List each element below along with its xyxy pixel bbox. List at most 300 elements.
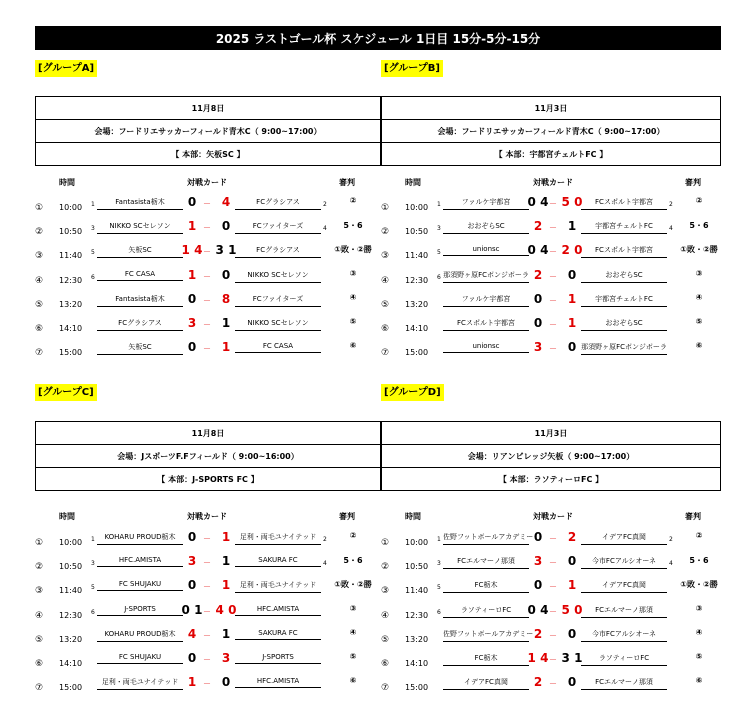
away-score: 0 <box>567 340 577 355</box>
score-dash: － <box>203 582 211 592</box>
score-dash: － <box>549 199 557 208</box>
group-hq: 【 本部：ラソティーロFC 】 <box>382 468 721 491</box>
home-score: 1 4 <box>181 243 203 258</box>
header-ref: 審判 <box>685 178 701 187</box>
referee: ⑥ <box>695 341 703 351</box>
away-team: FC CASA <box>235 342 321 353</box>
home-score: 0 <box>533 578 543 593</box>
header-card: 対戦カード <box>533 178 573 187</box>
home-team: ファルケ宇都宮 <box>443 197 529 210</box>
referee: 5・6 <box>343 221 363 231</box>
home-team: KOHARU PROUD栃木 <box>97 629 183 642</box>
away-team: FCスポルト宇都宮 <box>581 245 667 258</box>
away-score: 1 <box>221 626 231 641</box>
match-time: 11:40 <box>59 586 83 596</box>
referee: ④ <box>349 292 357 302</box>
home-score: 2 <box>533 267 543 282</box>
match-row <box>381 268 726 292</box>
away-team: 今市FCアルシオーネ <box>581 629 667 642</box>
away-score: 5 0 <box>561 195 583 209</box>
header-ref: 審判 <box>339 178 355 187</box>
home-team: HFC.AMISTA <box>97 556 183 567</box>
home-team: FC SHUJAKU <box>97 653 183 664</box>
match-row <box>381 292 726 316</box>
match-row <box>381 578 726 602</box>
away-score: 5 0 <box>561 602 583 617</box>
referee: ⑤ <box>695 652 703 661</box>
match-number: ⑦ <box>35 348 44 359</box>
header-time: 時間 <box>59 512 75 521</box>
left-seed-number: 6 <box>437 608 441 616</box>
away-team: FCエルマーノ那須 <box>581 677 667 690</box>
match-row <box>35 340 380 364</box>
home-team: unionsc <box>443 245 529 256</box>
header-card: 対戦カード <box>187 178 227 187</box>
home-team: 佐野フットボールアカデミー <box>443 629 529 642</box>
away-team: 宇都宮チェルトFC <box>581 294 667 307</box>
group-hq: 【 本部：J-SPORTS FC 】 <box>36 468 381 491</box>
left-seed-number: 1 <box>437 536 441 543</box>
score-dash: － <box>203 295 211 305</box>
score-dash: － <box>203 320 211 329</box>
referee: ④ <box>349 627 357 637</box>
referee: ⑤ <box>349 652 357 661</box>
match-time: 15:00 <box>405 348 429 358</box>
referee: ③ <box>695 268 703 278</box>
home-score: 3 <box>533 340 543 355</box>
score-dash: － <box>549 582 557 592</box>
match-number: ⑥ <box>381 324 390 334</box>
score-dash: － <box>549 534 557 543</box>
score-dash: － <box>203 630 211 640</box>
home-score: 0 <box>187 530 197 544</box>
left-seed-number: 5 <box>91 249 95 257</box>
referee: ② <box>695 196 703 205</box>
score-dash: － <box>203 344 211 354</box>
left-seed-number: 1 <box>437 201 441 208</box>
match-number: ⑥ <box>35 324 44 334</box>
away-score: 0 <box>567 675 577 690</box>
home-team: 矢板SC <box>97 342 183 355</box>
referee: ①敗・②勝 <box>334 245 372 255</box>
away-team: HFC.AMISTA <box>235 605 321 616</box>
match-number: ⑤ <box>35 299 44 310</box>
score-dash: － <box>203 679 211 689</box>
header-ref: 審判 <box>685 512 701 521</box>
header-card: 対戦カード <box>187 512 227 521</box>
home-score: 0 <box>187 195 197 209</box>
match-row <box>35 554 380 578</box>
match-time: 13:20 <box>405 299 429 309</box>
match-number: ⑦ <box>35 683 44 694</box>
left-seed-number: 5 <box>437 584 441 592</box>
away-score: 4 <box>221 195 231 209</box>
score-dash: － <box>203 199 211 208</box>
match-row <box>381 675 726 699</box>
away-score: 1 <box>567 219 577 234</box>
match-row <box>35 243 380 267</box>
header-time: 時間 <box>405 512 421 521</box>
match-row <box>35 578 380 602</box>
match-time: 12:30 <box>405 275 429 285</box>
away-team: HFC.AMISTA <box>235 677 321 688</box>
group-info-table <box>35 421 381 491</box>
away-team: イデアFC真岡 <box>581 532 667 545</box>
away-score: 0 <box>221 219 231 234</box>
group-hq: 【 本部：矢板SC 】 <box>36 143 381 166</box>
home-score: 0 <box>533 530 543 544</box>
group-date: 11月3日 <box>382 422 721 445</box>
match-number: ① <box>381 538 390 548</box>
match-number: ⑥ <box>381 659 390 669</box>
group-date: 11月8日 <box>36 97 381 120</box>
match-time: 12:30 <box>405 610 429 620</box>
match-number: ① <box>381 203 390 213</box>
home-team: J-SPORTS <box>97 605 183 616</box>
match-time: 10:00 <box>405 203 429 212</box>
match-row <box>381 195 726 219</box>
home-team: ラソティーロFC <box>443 605 529 618</box>
away-score: 1 <box>221 340 231 355</box>
left-seed-number: 3 <box>91 225 95 233</box>
away-score: 1 <box>221 530 231 544</box>
group-venue: 会場：JスポーツF.Fフィールド（ 9:00~16:00） <box>36 445 381 468</box>
score-dash: － <box>203 247 211 257</box>
home-team: FCグラシアス <box>97 318 183 331</box>
home-team: イデアFC真岡 <box>443 677 529 690</box>
match-number: ② <box>381 562 390 573</box>
match-row <box>381 340 726 364</box>
match-number: ③ <box>381 251 390 262</box>
home-team: FCエルマーノ那須 <box>443 556 529 569</box>
match-number: ④ <box>381 275 390 286</box>
home-team: FC CASA <box>97 270 183 281</box>
score-dash: － <box>549 295 557 305</box>
away-team: 宇都宮チェルトFC <box>581 221 667 234</box>
home-team: 那須野ヶ原FCボンジボーラ <box>443 270 529 283</box>
referee: 5・6 <box>689 221 709 231</box>
home-score: 2 <box>533 675 543 690</box>
group-info-table <box>381 96 721 166</box>
match-number: ② <box>35 227 44 238</box>
away-score: 3 1 <box>561 651 583 665</box>
away-score: 3 <box>221 651 231 665</box>
match-row <box>381 554 726 578</box>
left-seed-number: 3 <box>91 560 95 568</box>
referee: ⑥ <box>349 676 357 686</box>
home-team: 矢板SC <box>97 245 183 258</box>
left-seed-number: 6 <box>437 273 441 281</box>
match-row <box>35 195 380 219</box>
match-number: ④ <box>35 275 44 286</box>
away-score: 1 <box>221 578 231 593</box>
match-time: 14:10 <box>59 324 83 333</box>
right-seed-number: 4 <box>669 225 673 233</box>
score-dash: － <box>203 558 211 568</box>
match-number: ⑥ <box>35 659 44 669</box>
match-number: ③ <box>35 586 44 597</box>
away-team: 足利・両毛ユナイテッド <box>235 580 321 593</box>
referee: ⑤ <box>349 317 357 326</box>
match-row <box>35 651 380 675</box>
score-dash: － <box>203 534 211 543</box>
score-dash: － <box>549 655 557 664</box>
left-seed-number: 3 <box>437 225 441 233</box>
home-team: ファルケ宇都宮 <box>443 294 529 307</box>
left-seed-number: 5 <box>437 249 441 257</box>
home-score: 2 <box>533 219 543 234</box>
match-row <box>381 627 726 651</box>
away-team: FCファイターズ <box>235 294 321 307</box>
home-score: 0 <box>533 316 543 330</box>
page-title: 2025 ラストゴール杯 スケジュール 1日目 15分-5分-15分 <box>35 26 721 50</box>
right-seed-number: 4 <box>669 560 673 568</box>
match-row <box>35 292 380 316</box>
match-row <box>381 219 726 243</box>
score-dash: － <box>549 247 557 257</box>
match-time: 10:50 <box>405 227 429 237</box>
match-time: 10:00 <box>59 538 83 547</box>
match-row <box>35 530 380 554</box>
header-ref: 審判 <box>339 512 355 521</box>
away-team: おおぞらSC <box>581 318 667 331</box>
home-score: 1 <box>187 219 197 234</box>
group-date: 11月8日 <box>36 422 381 445</box>
match-time: 13:20 <box>59 634 83 644</box>
away-team: NIKKO SCセレソン <box>235 318 321 331</box>
away-score: 8 <box>221 291 231 306</box>
match-number: ⑤ <box>381 634 390 645</box>
referee: ④ <box>695 627 703 637</box>
match-number: ① <box>35 538 44 548</box>
home-score: 0 <box>187 578 197 593</box>
match-time: 15:00 <box>405 683 429 693</box>
referee: ⑥ <box>349 341 357 351</box>
left-seed-number: 6 <box>91 273 95 281</box>
score-dash: － <box>203 606 211 616</box>
referee: ①敗・②勝 <box>680 245 718 255</box>
home-score: 0 1 <box>181 602 203 617</box>
home-score: 3 <box>533 554 543 569</box>
referee: ② <box>349 531 357 540</box>
match-number: ② <box>35 562 44 573</box>
match-number: ④ <box>35 610 44 621</box>
home-team: KOHARU PROUD栃木 <box>97 532 183 545</box>
left-seed-number: 6 <box>91 608 95 616</box>
score-dash: － <box>549 679 557 689</box>
match-time: 10:00 <box>405 538 429 547</box>
left-seed-number: 3 <box>437 560 441 568</box>
home-score: 0 4 <box>527 195 549 209</box>
away-team: J-SPORTS <box>235 653 321 664</box>
match-number: ① <box>35 203 44 213</box>
home-score: 3 <box>187 554 197 569</box>
away-score: 0 <box>221 675 231 690</box>
match-time: 11:40 <box>405 586 429 596</box>
away-team: FCファイターズ <box>235 221 321 234</box>
right-seed-number: 4 <box>323 225 327 233</box>
group-venue: 会場：フードリエサッカーフィールド青木C（ 9:00~17:00） <box>36 120 381 143</box>
match-time: 11:40 <box>59 251 83 261</box>
referee: ③ <box>349 603 357 613</box>
group-date: 11月3日 <box>382 97 721 120</box>
right-seed-number: 2 <box>323 536 327 543</box>
group-label: [グループC] <box>35 384 97 401</box>
header-card: 対戦カード <box>533 512 573 521</box>
left-seed-number: 1 <box>91 201 95 208</box>
away-team: SAKURA FC <box>235 629 321 640</box>
group-info-table <box>381 421 721 491</box>
home-team: FCスポルト宇都宮 <box>443 318 529 331</box>
away-team: FCスポルト宇都宮 <box>581 197 667 210</box>
away-score: 1 <box>221 316 231 330</box>
match-time: 10:50 <box>405 562 429 572</box>
away-team: FCグラシアス <box>235 245 321 258</box>
match-time: 14:10 <box>405 324 429 333</box>
away-team: イデアFC真岡 <box>581 580 667 593</box>
match-row <box>35 268 380 292</box>
away-score: 2 <box>567 530 577 544</box>
referee: ⑤ <box>695 317 703 326</box>
home-team: 佐野フットボールアカデミー <box>443 532 529 545</box>
home-team: FC SHUJAKU <box>97 580 183 591</box>
match-row <box>35 675 380 699</box>
home-team: Fantasista栃木 <box>97 197 183 210</box>
group-info-table <box>35 96 381 166</box>
away-team: おおぞらSC <box>581 270 667 283</box>
score-dash: － <box>203 655 211 664</box>
match-time: 14:10 <box>59 659 83 668</box>
score-dash: － <box>203 223 211 233</box>
match-number: ⑤ <box>381 299 390 310</box>
match-time: 10:00 <box>59 203 83 212</box>
match-time: 14:10 <box>405 659 429 668</box>
referee: ④ <box>695 292 703 302</box>
score-dash: － <box>549 630 557 640</box>
match-time: 11:40 <box>405 251 429 261</box>
match-time: 12:30 <box>59 275 83 285</box>
home-score: 0 <box>533 291 543 306</box>
match-number: ③ <box>381 586 390 597</box>
home-score: 1 <box>187 675 197 690</box>
group-venue: 会場：リアンビレッジ矢板（ 9:00~17:00） <box>382 445 721 468</box>
referee: ② <box>695 531 703 540</box>
away-score: 1 <box>221 554 231 569</box>
away-score: 0 <box>221 267 231 282</box>
score-dash: － <box>549 606 557 616</box>
match-row <box>35 316 380 340</box>
away-score: 2 0 <box>561 243 583 258</box>
header-time: 時間 <box>59 178 75 187</box>
home-score: 0 4 <box>527 602 549 617</box>
referee: ⑥ <box>695 676 703 686</box>
match-row <box>381 316 726 340</box>
home-team: NIKKO SCセレソン <box>97 221 183 234</box>
home-team: おおぞらSC <box>443 221 529 234</box>
group-hq: 【 本部：宇都宮チェルトFC 】 <box>382 143 721 166</box>
match-row <box>381 651 726 675</box>
away-team: NIKKO SCセレソン <box>235 270 321 283</box>
match-number: ④ <box>381 610 390 621</box>
match-row <box>381 243 726 267</box>
away-score: 3 1 <box>215 243 237 258</box>
match-time: 10:50 <box>59 562 83 572</box>
referee: ③ <box>349 268 357 278</box>
referee: 5・6 <box>689 556 709 566</box>
header-time: 時間 <box>405 178 421 187</box>
home-team: Fantasista栃木 <box>97 294 183 307</box>
away-score: 1 <box>567 291 577 306</box>
home-score: 0 <box>187 651 197 665</box>
right-seed-number: 2 <box>669 201 673 208</box>
match-time: 13:20 <box>59 299 83 309</box>
away-score: 0 <box>567 267 577 282</box>
referee: 5・6 <box>343 556 363 566</box>
away-score: 0 <box>567 554 577 569</box>
home-score: 4 <box>187 626 197 641</box>
away-score: 1 <box>567 578 577 593</box>
home-team: unionsc <box>443 342 529 353</box>
match-row <box>381 603 726 627</box>
match-time: 15:00 <box>59 348 83 358</box>
right-seed-number: 2 <box>669 536 673 543</box>
home-team: FC栃木 <box>443 653 529 666</box>
match-time: 10:50 <box>59 227 83 237</box>
right-seed-number: 4 <box>323 560 327 568</box>
match-time: 12:30 <box>59 610 83 620</box>
home-team: FC栃木 <box>443 580 529 593</box>
away-team: SAKURA FC <box>235 556 321 567</box>
score-dash: － <box>549 223 557 233</box>
match-number: ② <box>381 227 390 238</box>
score-dash: － <box>549 558 557 568</box>
home-score: 1 <box>187 267 197 282</box>
score-dash: － <box>549 320 557 329</box>
score-dash: － <box>549 344 557 354</box>
match-row <box>381 530 726 554</box>
match-time: 15:00 <box>59 683 83 693</box>
away-score: 0 <box>567 626 577 641</box>
match-number: ⑦ <box>381 348 390 359</box>
match-number: ⑦ <box>381 683 390 694</box>
away-team: 那須野ヶ原FCボンジボーラ <box>581 342 667 355</box>
away-team: 今市FCアルシオーネ <box>581 556 667 569</box>
home-score: 0 <box>187 340 197 355</box>
score-dash: － <box>549 271 557 281</box>
referee: ①敗・②勝 <box>680 580 718 590</box>
match-time: 13:20 <box>405 634 429 644</box>
left-seed-number: 5 <box>91 584 95 592</box>
away-team: 足利・両毛ユナイテッド <box>235 532 321 545</box>
match-row <box>35 627 380 651</box>
referee: ③ <box>695 603 703 613</box>
referee: ② <box>349 196 357 205</box>
match-number: ⑤ <box>35 634 44 645</box>
home-score: 0 <box>187 291 197 306</box>
right-seed-number: 2 <box>323 201 327 208</box>
away-score: 4 0 <box>215 602 237 617</box>
group-label: [グループB] <box>381 60 443 77</box>
home-team: 足利・両毛ユナイテッド <box>97 677 183 690</box>
group-label: [グループD] <box>381 384 444 401</box>
group-label: [グループA] <box>35 60 97 77</box>
home-score: 1 4 <box>527 651 549 665</box>
away-team: FCエルマーノ那須 <box>581 605 667 618</box>
away-team: FCグラシアス <box>235 197 321 210</box>
score-dash: － <box>203 271 211 281</box>
home-score: 2 <box>533 626 543 641</box>
match-row <box>35 219 380 243</box>
